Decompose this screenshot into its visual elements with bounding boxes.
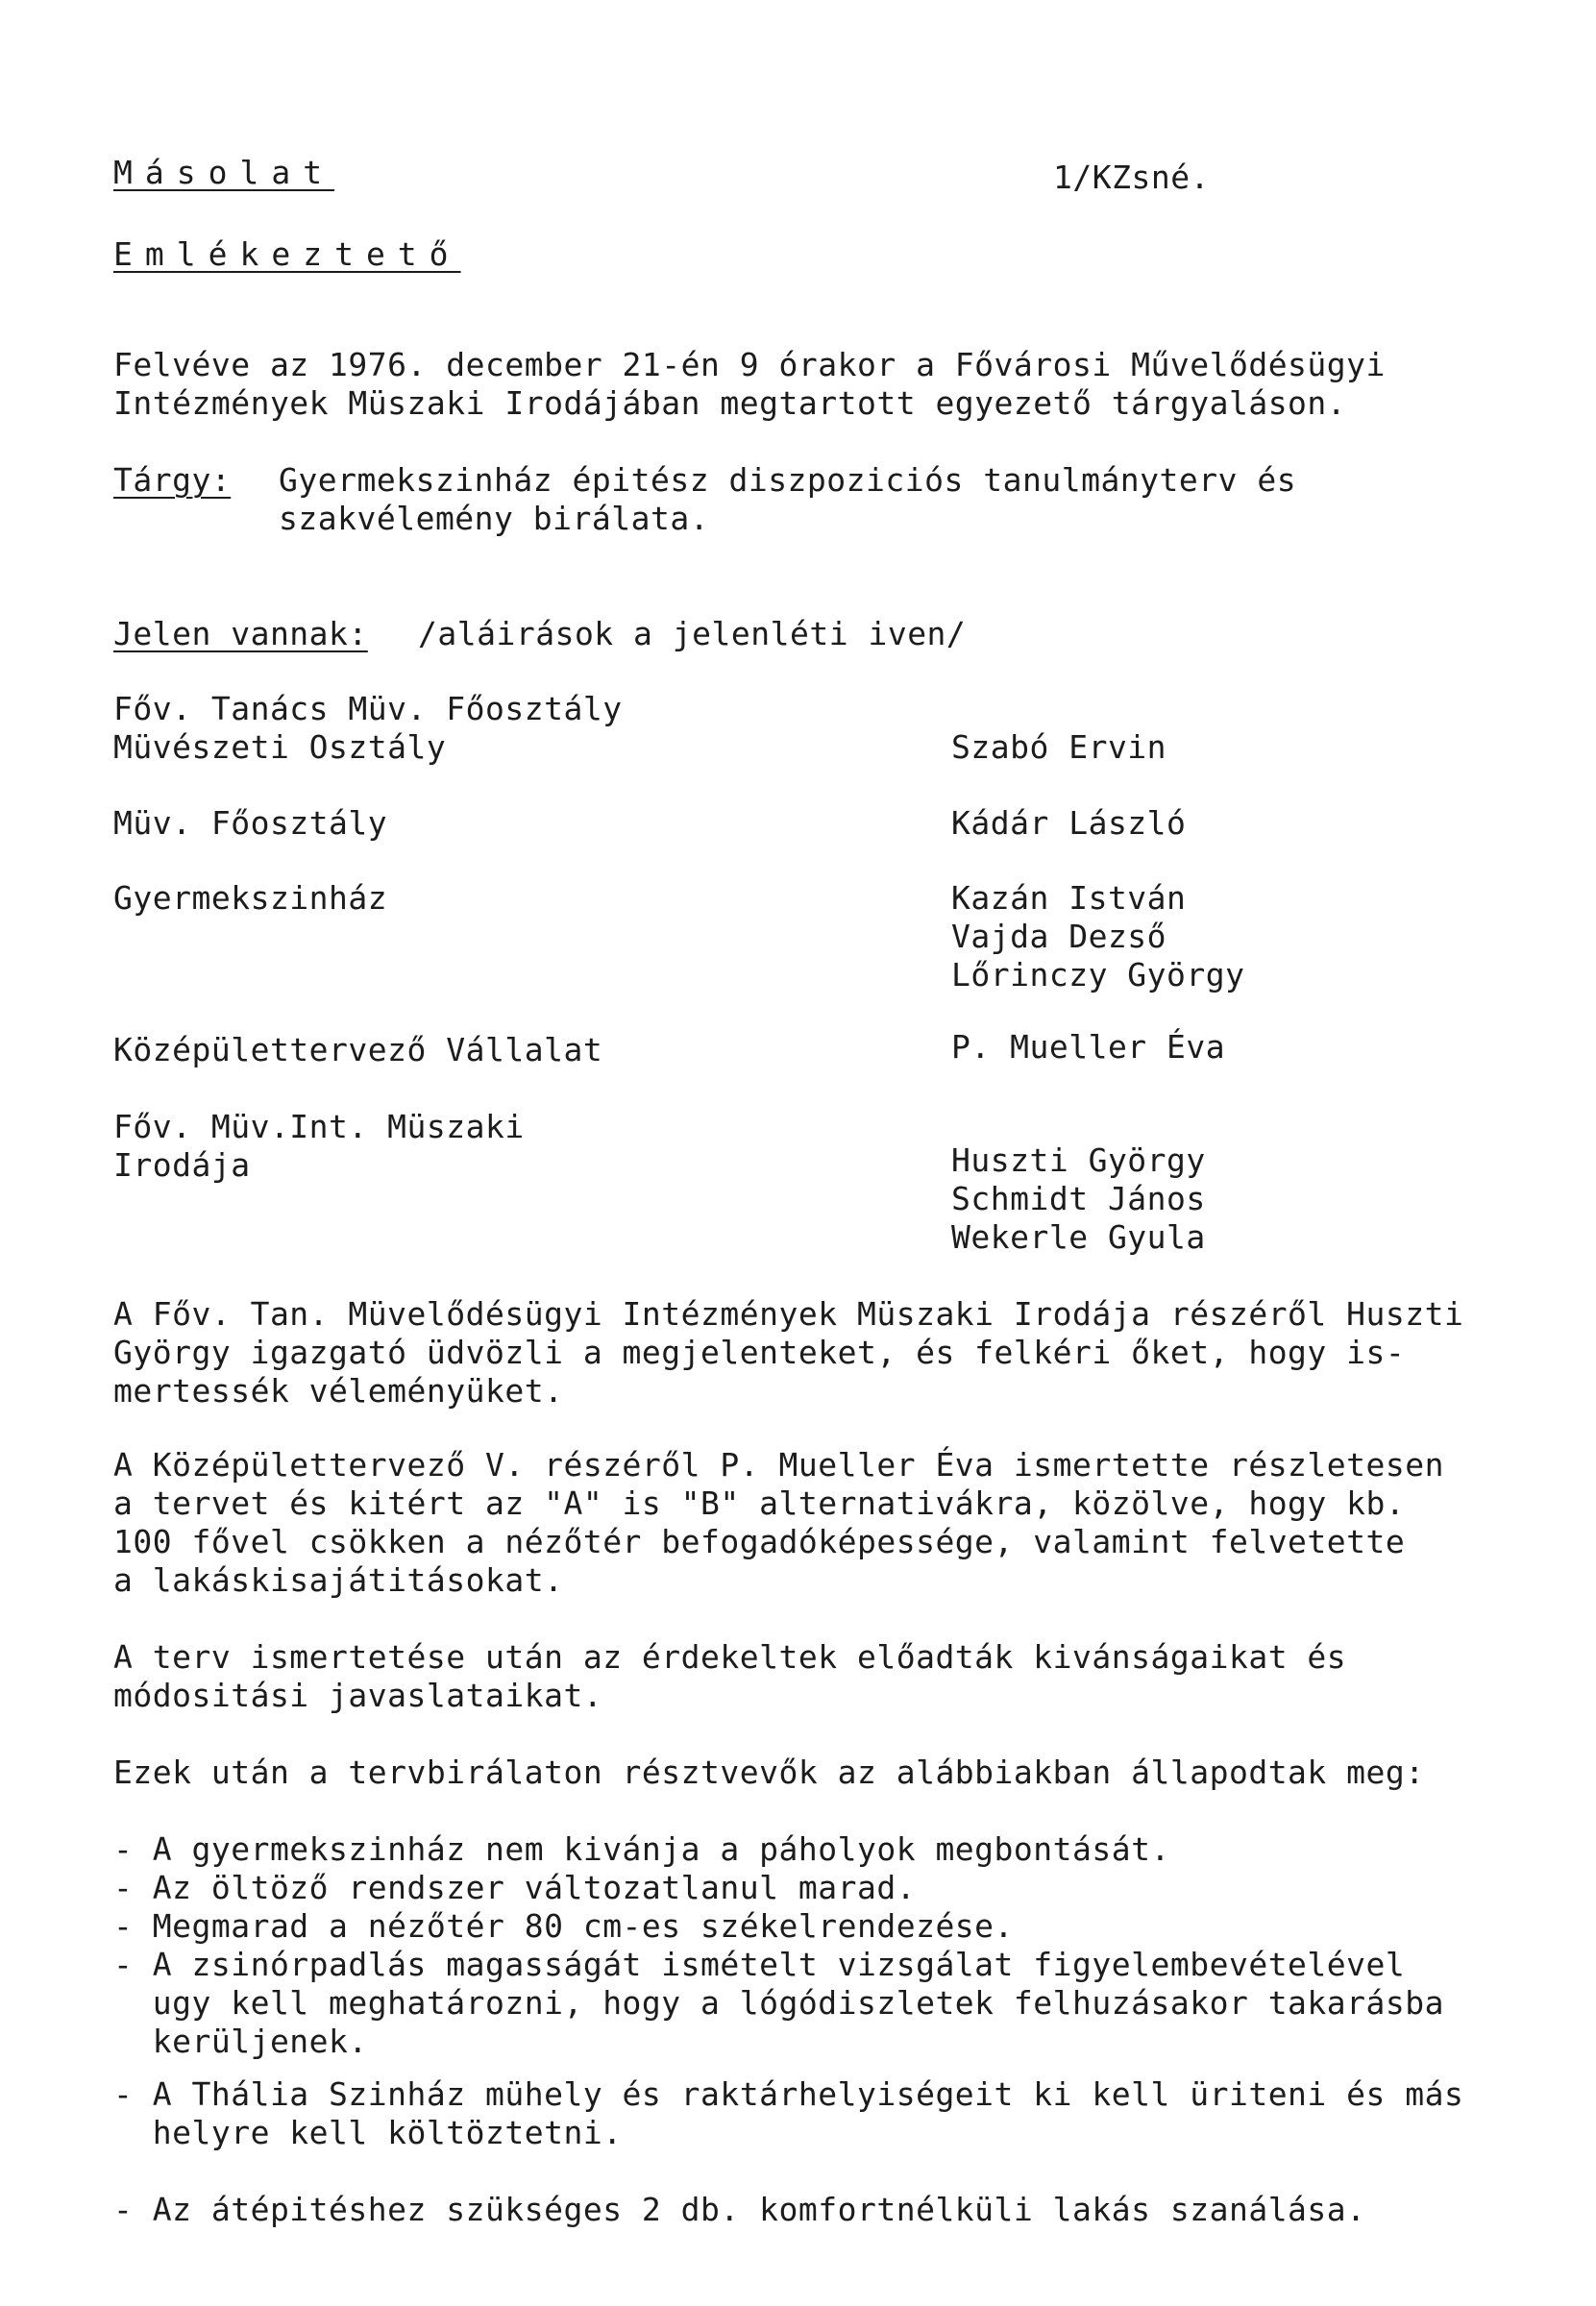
paragraph-1-line-2: György igazgató üdvözli a megjelenteket, és felkéri őket, hogy is- xyxy=(113,1334,1406,1371)
paragraph-3-line-1: A terv ismertetése után az érdekeltek előadták kivánságaikat és xyxy=(113,1638,1347,1676)
org-3-person-2: Vajda Dezső xyxy=(951,918,1167,955)
org-3: Gyermekszinház xyxy=(113,879,388,917)
paragraph-1-line-1: A Főv. Tan. Müvelődésügyi Intézmények Müszaki Irodája részéről Huszti xyxy=(113,1295,1464,1333)
bullet-4-line-3: kerüljenek. xyxy=(113,2023,368,2060)
org-5-person-1: Huszti György xyxy=(951,1141,1206,1179)
present-label: Jelen vannak: xyxy=(113,615,368,652)
bullet-4-line-1: - A zsinórpadlás magasságát ismételt vizsgálat figyelembevételével xyxy=(113,1946,1406,1983)
org-5-person-3: Wekerle Gyula xyxy=(951,1218,1206,1256)
bullet-5-line-1: - A Thália Szinház mühely és raktárhelyiségeit ki kell üriteni és más xyxy=(113,2075,1464,2113)
org-5-line-1: Főv. Müv.Int. Müszaki xyxy=(113,1108,525,1145)
bullet-1: - A gyermekszinház nem kivánja a páholyok megbontását. xyxy=(113,1830,1170,1868)
paragraph-2-line-4: a lakáskisajátitásokat. xyxy=(113,1561,564,1599)
intro-line-2: Intézmények Müszaki Irodájában megtartott egyezető tárgyaláson. xyxy=(113,384,1347,422)
reference-code: 1/KZsné. xyxy=(1053,159,1210,196)
org-3-person-3: Lőrinczy György xyxy=(951,956,1245,994)
paragraph-4-line-1: Ezek után a tervbirálaton résztvevők az alábbiakban állapodtak meg: xyxy=(113,1754,1425,1791)
bullet-6: - Az átépitéshez szükséges 2 db. komfortnélküli lakás szanálása. xyxy=(113,2191,1366,2228)
paragraph-2-line-1: A Középülettervező V. részéről P. Mueller Éva ismertette részletesen xyxy=(113,1446,1445,1484)
org-3-person-1: Kazán István xyxy=(951,879,1187,917)
org-5-person-2: Schmidt János xyxy=(951,1180,1206,1217)
copy-label: Másolat xyxy=(113,154,335,191)
org-1-line-1: Főv. Tanács Müv. Főosztály xyxy=(113,690,623,727)
org-4-person: P. Mueller Éva xyxy=(951,1028,1226,1066)
subject-label: Tárgy: xyxy=(113,461,232,499)
org-2: Müv. Főosztály xyxy=(113,804,388,842)
subject-line-1: Gyermekszinház épitész diszpoziciós tanulmányterv és xyxy=(279,461,1297,499)
paragraph-3-line-2: módositási javaslataikat. xyxy=(113,1677,603,1714)
paragraph-1-line-3: mertessék véleményüket. xyxy=(113,1372,564,1410)
bullet-2: - Az öltöző rendszer változatlanul marad. xyxy=(113,1869,917,1906)
subject-line-2: szakvélemény birálata. xyxy=(279,500,710,537)
bullet-4-line-2: ugy kell meghatározni, hogy a lógódiszletek felhuzásakor takarásba xyxy=(113,1984,1445,2022)
org-5-line-2: Irodája xyxy=(113,1146,251,1184)
present-note: /aláirások a jelenléti iven/ xyxy=(418,615,967,652)
org-4: Középülettervező Vállalat xyxy=(113,1031,603,1068)
intro-line-1: Felvéve az 1976. december 21-én 9 órakor a Fővárosi Művelődésügyi xyxy=(113,346,1386,383)
org-1-person: Szabó Ervin xyxy=(951,728,1167,766)
org-1-line-2: Müvészeti Osztály xyxy=(113,728,447,766)
org-2-person: Kádár László xyxy=(951,804,1187,842)
paragraph-2-line-3: 100 fővel csökken a nézőtér befogadóképessége, valamint felvetette xyxy=(113,1523,1406,1560)
document-title: Emlékeztető xyxy=(113,235,461,273)
bullet-5-line-2: helyre kell költöztetni. xyxy=(113,2114,623,2151)
paragraph-2-line-2: a tervet és kitért az "A" is "B" alternativákra, közölve, hogy kb. xyxy=(113,1484,1406,1522)
bullet-3: - Megmarad a nézőtér 80 cm-es székelrendezése. xyxy=(113,1907,1014,1945)
